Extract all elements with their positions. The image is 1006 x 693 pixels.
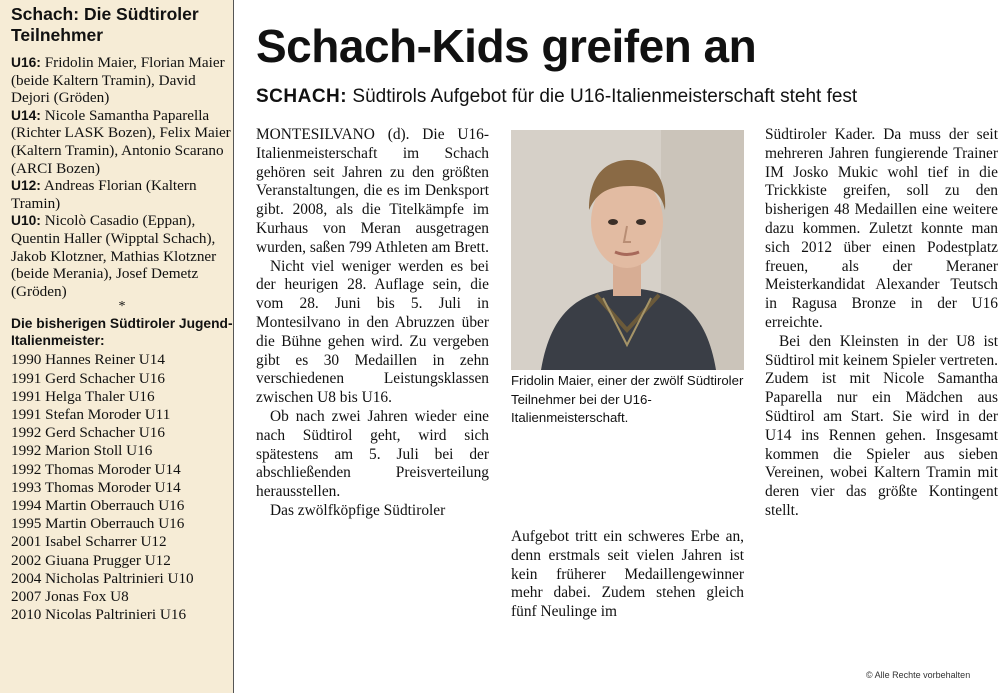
champion-item: 1992 Thomas Moroder U14: [11, 460, 181, 478]
paragraph: Das zwölfköpfige Südtiroler: [270, 501, 446, 519]
category-label: U16:: [11, 55, 41, 70]
champion-item: 1991 Stefan Moroder U11: [11, 405, 171, 423]
participants-u14: [11, 107, 233, 177]
category-label: U12:: [11, 178, 41, 194]
champion-item: 2001 Isabel Scharrer U12: [11, 533, 167, 551]
category-label: U10:: [11, 213, 41, 229]
paragraph: Aufgebot tritt ein schweres Erbe an, denn erstmals seit vielen Jahren ist kein früherer Medaillengewinner mehr dabei. Zudem stehen gleich fünf Neulinge im: [511, 528, 744, 621]
champion-item: 1992 Gerd Schacher U16: [11, 424, 165, 442]
champion-item: 1991 Gerd Schacher U16: [11, 369, 165, 387]
article-headline: Schach-Kids greifen an: [256, 20, 757, 72]
champion-item: 1995 Martin Oberrauch U16: [11, 515, 185, 533]
champions-title: Die bisherigen Südtiroler Jugend-Italienmeister:: [11, 316, 233, 349]
player-photo: [511, 130, 744, 370]
category-names: Nicole Samantha Paparella (Richter LASK Bozen), Felix Maier (Kaltern Tramin), Antonio Scarano (ARCI Bozen): [11, 106, 231, 177]
article-column-3: [765, 126, 998, 521]
paragraph: Südtiroler Kader. Da muss der seit mehreren Jahren fungierende Trainer IM Josko Mukic wohl tief in die Trickkiste greifen, soll zu den bisherigen 48 Medaillen eine weitere dazu kommen. Zuletzt konnte man sich 2012 über einen Podestplatz freuen, als der Meraner Meisterkandidat Alexander Teutsch in Ragusa Bronze in der U16 erreichte.: [765, 126, 998, 331]
champion-item: 1990 Hannes Reiner U14: [11, 351, 165, 369]
participants-u12: [11, 177, 233, 212]
champion-item: 1992 Marion Stoll U16: [11, 442, 153, 460]
champions-list: [11, 351, 233, 624]
category-names: Nicolò Casadio (Eppan), Quentin Haller (Wipptal Schach), Jakob Klotzner, Mathias Klotzner (beide Merania), Josef Demetz (Gröden): [11, 212, 217, 300]
champion-item: 2002 Giuana Prugger U12: [11, 551, 171, 569]
article-column-2: [511, 528, 744, 622]
sidebar-title: Schach: Die Südtiroler Teilnehmer: [11, 4, 199, 45]
copyright-notice: © Alle Rechte vorbehalten: [866, 670, 971, 680]
category-names: Fridolin Maier, Florian Maier (beide Kaltern Tramin), David Dejori (Gröden): [11, 54, 225, 107]
champion-item: 1993 Thomas Moroder U14: [11, 478, 181, 496]
paragraph: Nicht viel weniger werden es bei der heurigen 28. Auflage sein, die vom 28. Juni bis 5. Juli in Montesilvano in den Abruzzen über die Bühne gehen wird. Zu vergeben gibt es 30 Medaillen in zehn verschiedenen Leistungsklassen zwischen U8 bis U16.: [256, 257, 489, 407]
photo-caption: Fridolin Maier, einer der zwölf Südtiroler Teilnehmer bei der U16-Italienmeisterschaft.: [511, 373, 744, 425]
kicker: SCHACH:: [256, 86, 348, 107]
info-box-sidebar: [0, 0, 234, 693]
champion-item: 1991 Helga Thaler U16: [11, 387, 155, 405]
participants-list: [11, 54, 233, 300]
category-names: Andreas Florian (Kaltern Tramin): [11, 177, 197, 212]
category-label: U14:: [11, 107, 41, 123]
champion-item: 2004 Nicholas Paltrinieri U10: [11, 569, 194, 587]
paragraph: Ob nach zwei Jahren wieder eine nach Südtirol geht, wird sich spätestens am 5. Juli bei der abschließenden Preisverteilung herausstellen.: [256, 407, 489, 501]
paragraph: MONTESILVANO (d). Die U16-Italienmeisterschaft im Schach gehören seit Jahren zu den größten Veranstaltungen, die es im Denksport gibt. 2008, als die Titelkämpfe im Kurhaus von Meran ausgetragen wurden, saßen 799 Athleten am Brett.: [256, 126, 489, 256]
participants-u16: [11, 54, 233, 107]
participants-u10: [11, 212, 233, 300]
paragraph: Bei den Kleinsten in der U8 ist Südtirol mit keinem Spieler vertreten. Zudem ist mit Nicole Samantha Paparella nur ein Mädchen aus Südtirol am Start. Sie wird in der U14 ins Rennen gehen. Insgesamt kommen die Spieler aus sieben Vereinen, wobei Kaltern Tramin mit deren vier das größte Kontingent stellt.: [765, 332, 998, 519]
subheadline-text: Südtirols Aufgebot für die U16-Italienmeisterschaft steht fest: [352, 86, 858, 107]
champion-item: 2007 Jonas Fox U8: [11, 587, 129, 605]
champion-item: 1994 Martin Oberrauch U16: [11, 496, 185, 514]
article-subheadline: [256, 85, 857, 109]
separator-star: *: [118, 299, 126, 315]
article-column-1: [256, 126, 489, 521]
champion-item: 2010 Nicolas Paltrinieri U16: [11, 606, 187, 624]
photo-illustration: [511, 130, 744, 370]
